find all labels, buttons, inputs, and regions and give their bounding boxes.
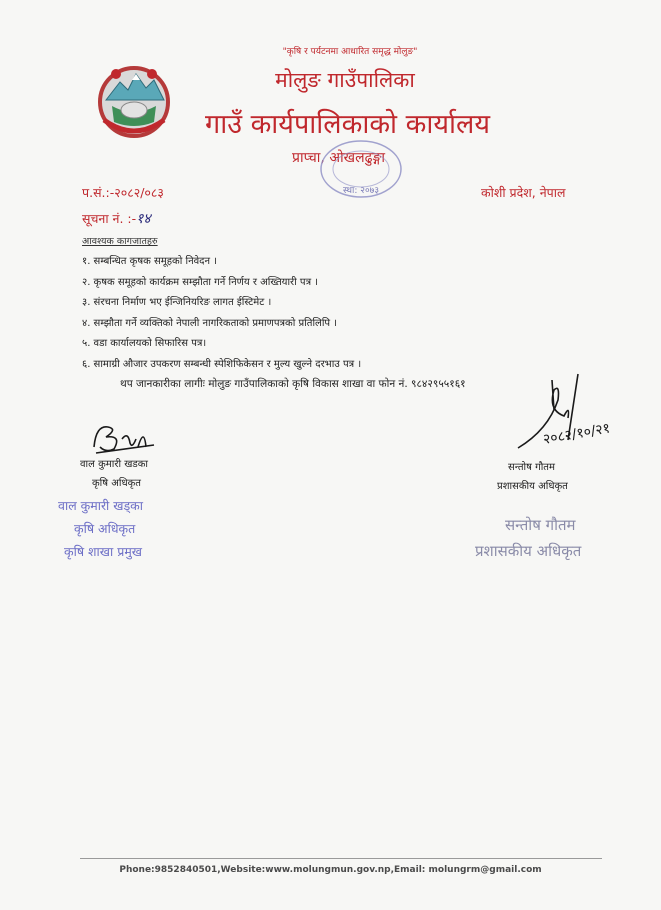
notice-label: सूचना नं. :- bbox=[82, 211, 137, 226]
left-name-stamp bbox=[58, 494, 178, 563]
contact-phone: ९८४२९५५१६१ bbox=[411, 378, 466, 390]
stamp-name: सन्तोष गौतम bbox=[505, 516, 576, 534]
letterhead-slogan: "कृषि र पर्यटनमा आधारित समृद्ध मोलुङ" bbox=[282, 47, 418, 57]
right-signatory-post: प्रशासकीय अधिकृत bbox=[497, 481, 568, 492]
office-address: प्राप्चा, ओखलढुङ्गा bbox=[292, 150, 385, 166]
left-signatory-name: वाल कुमारी खडका bbox=[80, 459, 149, 470]
list-item: ५. वडा कार्यालयको सिफारिस पत्र। bbox=[82, 338, 207, 349]
reference-number: प.सं.:-२०८२/०८३ bbox=[82, 185, 164, 200]
right-name-stamp bbox=[475, 512, 625, 564]
documents-heading: आवश्यक कागजातहरु bbox=[82, 236, 158, 247]
notice-number-line bbox=[82, 209, 151, 228]
office-seal-stamp bbox=[318, 138, 404, 200]
stamp-year: स्था: २०७३ bbox=[342, 186, 380, 196]
stamp-post: कृषि अधिकृत bbox=[74, 521, 136, 536]
municipality-name: मोलुङ गाउँपालिका bbox=[275, 68, 415, 92]
stamp-post: प्रशासकीय अधिकृत bbox=[475, 542, 582, 560]
office-title: गाउँ कार्यपालिकाको कार्यालय bbox=[205, 109, 490, 140]
right-signatory-name: सन्तोष गौतम bbox=[508, 462, 555, 473]
nepal-emblem-icon bbox=[94, 60, 174, 140]
list-item: १. सम्बन्धित कृषक समूहको निवेदन । bbox=[82, 256, 218, 267]
list-item: ३. संरचना निर्माण भए ईन्जिनियरिङ लागत ईस्टिमेट । bbox=[82, 297, 272, 308]
list-item: ४. सम्झौता गर्ने व्यक्तिको नेपाली नागरिकताको प्रमाणपत्रको प्रतिलिपि । bbox=[82, 317, 338, 329]
notice-number: १४ bbox=[136, 211, 151, 227]
right-signature-icon bbox=[508, 370, 648, 455]
contact-line bbox=[120, 377, 466, 391]
signed-date: २०८२/१०/२१ bbox=[541, 420, 612, 448]
province-label: कोशी प्रदेश, नेपाल bbox=[481, 185, 566, 200]
footer-divider bbox=[80, 858, 602, 859]
contact-text: थप जानकारीका लागीः मोलुङ गाउँपालिकाको कृषि विकास शाखा वा फोन नं. bbox=[120, 378, 408, 390]
list-item: २. कृषक समूहको कार्यक्रम सम्झौता गर्ने निर्णय र अख्तियारी पत्र । bbox=[82, 276, 319, 288]
stamp-section: कृषि शाखा प्रमुख bbox=[64, 544, 143, 559]
documents-list bbox=[82, 252, 361, 375]
stamp-name: वाल कुमारी खड्का bbox=[58, 498, 144, 513]
left-signatory-post: कृषि अधिकृत bbox=[92, 478, 141, 489]
list-item: ६. सामाग्री औजार उपकरण सम्बन्धी स्पेशिफिकेसन र मुल्य खुल्ने दरभाउ पत्र । bbox=[82, 358, 362, 370]
footer-contact: Phone:9852840501,Website:www.molungmun.gov.np,Email: molungrm@gmail.com bbox=[119, 865, 542, 875]
left-signature-icon bbox=[88, 417, 158, 457]
